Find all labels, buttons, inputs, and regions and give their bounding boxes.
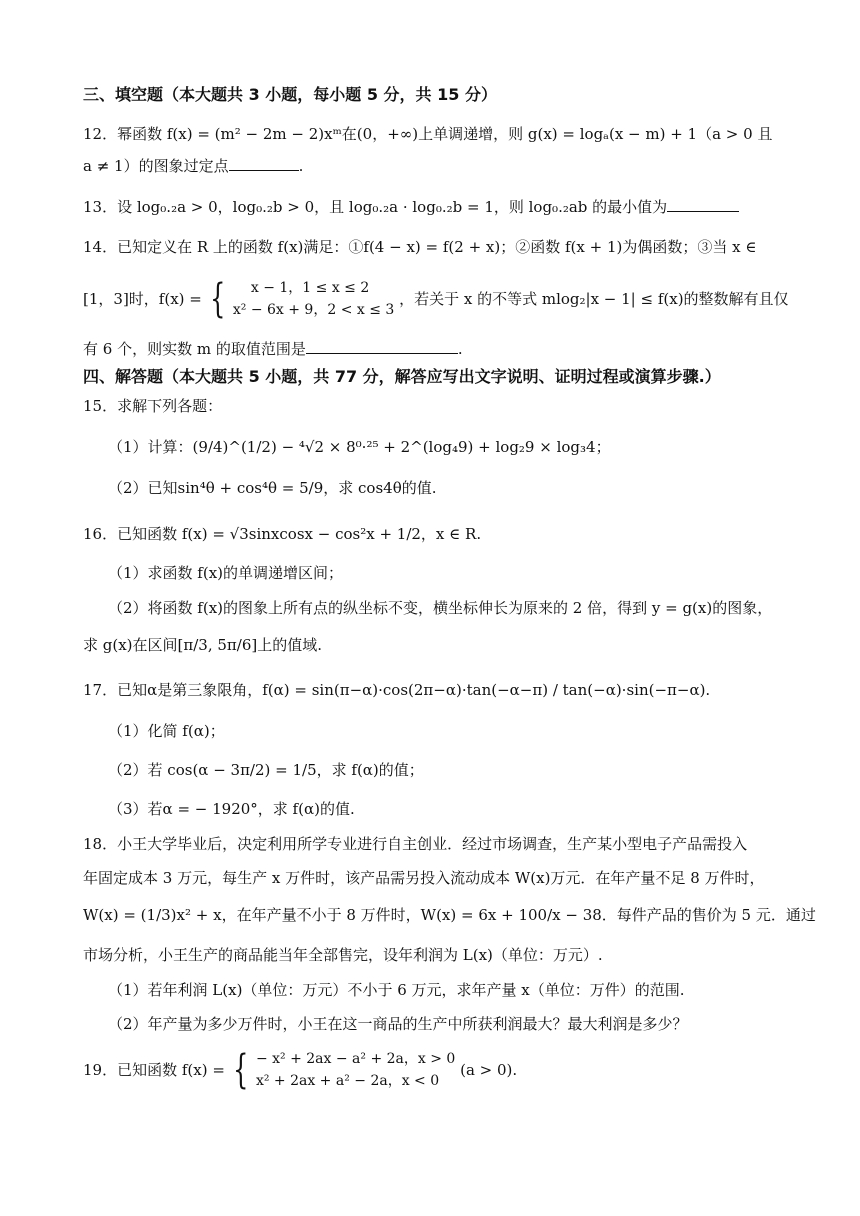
q18-line4: 市场分析，小王生产的商品能当年全部售完，设年利润为 L(x)（单位：万元）.: [83, 946, 603, 964]
left-brace: {: [232, 1047, 249, 1093]
q19-pre: 19．已知函数 f(x) =: [83, 1061, 225, 1079]
q14-end: .: [457, 340, 463, 358]
q19-post: (a > 0).: [460, 1061, 518, 1079]
q13-text: 13．设 log₀.₂a > 0，log₀.₂b > 0，且 log₀.₂a · log₀.₂b = 1，则 log₀.₂ab 的最小值为: [83, 198, 668, 216]
q14-line3-text: 有 6 个，则实数 m 的取值范围是: [83, 340, 306, 358]
q14-line3: [83, 339, 463, 359]
q12-line2-text: a ≠ 1）的图象过定点: [83, 157, 229, 175]
q17-part3: （3）若α = − 1920°，求 f(α)的值.: [108, 800, 355, 818]
q13-line1: [83, 197, 739, 217]
q14-line1: 14．已知定义在 R 上的函数 f(x)满足：①f(4 − x) = f(2 + x)；②函数 f(x + 1)为偶函数；③当 x ∈: [83, 238, 757, 256]
q18-line3: W(x) = (1/3)x² + x，在年产量不小于 8 万件时，W(x) = 6x + 100/x − 38．每件产品的售价为 5 元．通过: [83, 906, 816, 924]
q12-end: .: [298, 157, 304, 175]
q15-part2: （2）已知sin⁴θ + cos⁴θ = 5/9，求 cos4θ的值.: [108, 479, 437, 497]
q19-cases: [256, 1048, 455, 1092]
q16-part1: （1）求函数 f(x)的单调递增区间；: [108, 564, 344, 582]
q12-line1: 12．幂函数 f(x) = (m² − 2m − 2)xᵐ在(0，+∞)上单调递增，则 g(x) = logₐ(x − m) + 1（a > 0 且: [83, 125, 773, 143]
q18-part2: （2）年产量为多少万件时，小王在这一商品的生产中所获利润最大？最大利润是多少？: [108, 1015, 688, 1033]
q15-line1: 15．求解下列各题：: [83, 397, 223, 415]
q16-line1: 16．已知函数 f(x) = √3sinxcosx − cos²x + 1/2，x ∈ R.: [83, 525, 482, 543]
section-3-title: 三、填空题（本大题共 3 小题，每小题 5 分，共 15 分）: [83, 85, 497, 104]
q19-case2: x² + 2ax + a² − 2a，x < 0: [255, 1073, 440, 1089]
q15-part1: （1）计算：(9/4)^(1/2) − ⁴√2 × 8⁰·²⁵ + 2^(log₄9) + log₂9 × log₃4；: [108, 438, 611, 456]
q14-case2: x² − 6x + 9，2 < x ≤ 3: [232, 302, 395, 318]
q14-cases: [233, 277, 394, 321]
q14-post: ，若关于 x 的不等式 mlog₂|x − 1| ≤ f(x)的整数解有且仅: [399, 290, 789, 308]
q17-part1: （1）化简 f(α)；: [108, 722, 225, 740]
q17-line1: 17．已知α是第三象限角，f(α) = sin(π−α)·cos(2π−α)·tan(−α−π) / tan(−α)·sin(−π−α).: [83, 681, 711, 699]
q18-part1: （1）若年利润 L(x)（单位：万元）不小于 6 万元，求年产量 x（单位：万件）的范围.: [108, 981, 685, 999]
q19-case1: − x² + 2ax − a² + 2a，x > 0: [255, 1051, 456, 1067]
q19-line1: [83, 1048, 517, 1098]
q16-part2b: 求 g(x)在区间[π/3, 5π/6]上的值域.: [83, 636, 322, 654]
left-brace: {: [209, 276, 225, 322]
q18-line1: 18．小王大学毕业后，决定利用所学专业进行自主创业．经过市场调查，生产某小型电子产品需投入: [83, 835, 748, 853]
section-4-title: 四、解答题（本大题共 5 小题，共 77 分，解答应写出文字说明、证明过程或演算步骤.）: [83, 367, 721, 386]
q12-line2: [83, 156, 303, 176]
q14-pre: [1，3]时，f(x) =: [83, 290, 202, 308]
answer-blank-14: [306, 339, 458, 354]
q14-case1: x − 1，1 ≤ x ≤ 2: [250, 280, 370, 296]
q17-part2: （2）若 cos(α − 3π/2) = 1/5，求 f(α)的值；: [108, 761, 424, 779]
q18-line2: 年固定成本 3 万元，每生产 x 万件时，该产品需另投入流动成本 W(x)万元．在年产量不足 8 万件时，: [83, 869, 765, 887]
q14-line2: [83, 277, 789, 327]
answer-blank-13: [667, 197, 739, 212]
q16-part2: （2）将函数 f(x)的图象上所有点的纵坐标不变，横坐标伸长为原来的 2 倍，得到 y = g(x)的图象，: [108, 599, 773, 617]
answer-blank-12: [229, 156, 299, 171]
